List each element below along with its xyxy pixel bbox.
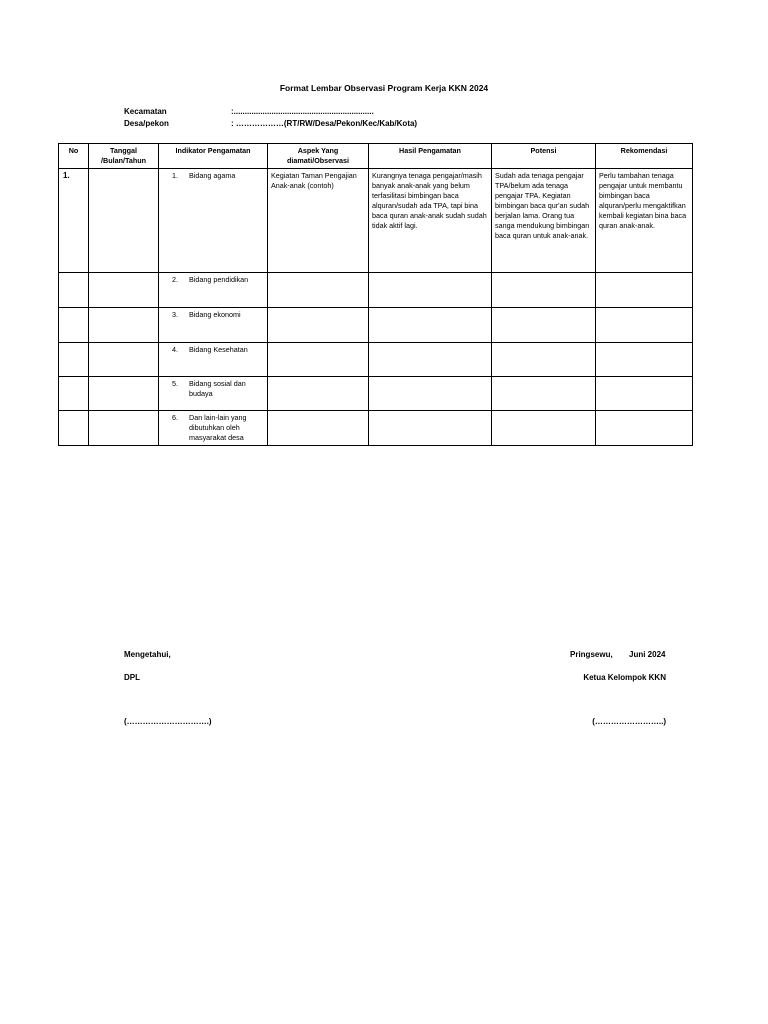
cell-hasil xyxy=(369,343,492,377)
cell-no xyxy=(59,343,89,377)
indikator-text: Bidang sosial dan budaya xyxy=(189,379,246,398)
indikator-number: 3. xyxy=(172,310,178,319)
date-label: Juni 2024 xyxy=(629,650,666,659)
indikator-number: 5. xyxy=(172,379,178,388)
indikator-text: Dan lain-lain yang dibutuhkan oleh masyarakat desa xyxy=(189,413,247,442)
cell-aspek xyxy=(268,411,369,446)
cell-no xyxy=(59,308,89,343)
kecamatan-line xyxy=(124,107,374,116)
ketua-signature-blank: (……………………..) xyxy=(592,717,666,726)
cell-no xyxy=(59,411,89,446)
cell-rekomendasi: Perlu tambahan tenaga pengajar untuk membantu bimbingan baca alquran/perlu mengaktifkan kembali kegiatan bina baca quran anak-anak. xyxy=(596,169,693,273)
cell-tanggal xyxy=(89,377,159,411)
cell-tanggal xyxy=(89,169,159,273)
dpl-signature-blank: (………………………….) xyxy=(124,717,212,726)
table-row xyxy=(59,308,693,343)
cell-aspek xyxy=(268,273,369,308)
cell-indikator xyxy=(159,169,268,273)
header-no: No xyxy=(59,144,89,169)
cell-potensi xyxy=(492,411,596,446)
desa-label: Desa/pekon xyxy=(124,119,169,128)
header-row xyxy=(59,144,693,169)
header-tanggal: Tanggal /Bulan/Tahun xyxy=(89,144,159,169)
table-row xyxy=(59,169,693,273)
cell-potensi xyxy=(492,377,596,411)
cell-aspek xyxy=(268,308,369,343)
table-row xyxy=(59,343,693,377)
header-aspek: Aspek Yang diamati/Observasi xyxy=(268,144,369,169)
header-potensi: Potensi xyxy=(492,144,596,169)
header-rekomendasi: Rekomendasi xyxy=(596,144,693,169)
cell-potensi xyxy=(492,273,596,308)
cell-hasil xyxy=(369,273,492,308)
cell-no xyxy=(59,273,89,308)
table-row xyxy=(59,273,693,308)
table-row xyxy=(59,377,693,411)
header-indikator: Indikator Pengamatan xyxy=(159,144,268,169)
cell-hasil xyxy=(369,377,492,411)
document-title: Format Lembar Observasi Program Kerja KKN 2024 xyxy=(279,83,489,93)
cell-aspek: Kegiatan Taman Pengajian Anak-anak (contoh) xyxy=(268,169,369,273)
mengetahui-label: Mengetahui, xyxy=(124,650,171,659)
indikator-text: Bidang pendidikan xyxy=(189,275,249,284)
cell-rekomendasi xyxy=(596,273,693,308)
cell-hasil xyxy=(369,308,492,343)
cell-potensi: Sudah ada tenaga pengajar TPA/belum ada tenaga pengajar TPA. Kegiatan bimbingan baca qur'an sudah berjalan lama. Orang tua sanga mendukung bimbingan baca quran untuk anak-anak. xyxy=(492,169,596,273)
indikator-text: Bidang Kesehatan xyxy=(189,345,248,354)
indikator-text: Bidang ekonomi xyxy=(189,310,241,319)
indikator-number: 6. xyxy=(172,413,178,422)
indikator-number: 2. xyxy=(172,275,178,284)
desa-line xyxy=(124,119,417,128)
observation-table xyxy=(58,143,693,446)
cell-rekomendasi xyxy=(596,411,693,446)
cell-indikator xyxy=(159,343,268,377)
cell-rekomendasi xyxy=(596,308,693,343)
cell-rekomendasi xyxy=(596,343,693,377)
cell-hasil xyxy=(369,411,492,446)
cell-potensi xyxy=(492,308,596,343)
table-row xyxy=(59,411,693,446)
dpl-label: DPL xyxy=(124,673,140,682)
indikator-text: Bidang agama xyxy=(189,171,236,180)
indikator-number: 4. xyxy=(172,345,178,354)
kecamatan-label: Kecamatan xyxy=(124,107,167,116)
cell-indikator xyxy=(159,377,268,411)
cell-indikator xyxy=(159,273,268,308)
cell-aspek xyxy=(268,343,369,377)
cell-no xyxy=(59,377,89,411)
ketua-label: Ketua Kelompok KKN xyxy=(583,673,666,682)
cell-tanggal xyxy=(89,308,159,343)
kecamatan-value: :............................................................... xyxy=(231,107,374,116)
cell-tanggal xyxy=(89,343,159,377)
cell-indikator xyxy=(159,411,268,446)
cell-potensi xyxy=(492,343,596,377)
cell-rekomendasi xyxy=(596,377,693,411)
cell-tanggal xyxy=(89,273,159,308)
desa-value: : ………………(RT/RW/Desa/Pekon/Kec/Kab/Kota) xyxy=(231,119,418,128)
cell-indikator xyxy=(159,308,268,343)
indikator-number: 1. xyxy=(172,171,178,180)
cell-aspek xyxy=(268,377,369,411)
cell-hasil: Kurangnya tenaga pengajar/masih banyak anak-anak yang belum terfasilitasi bimbingan baca alquran/sudah ada TPA, tapi bina baca quran anak-anak sudah sudah tidak aktif lagi. xyxy=(369,169,492,273)
cell-tanggal xyxy=(89,411,159,446)
header-hasil: Hasil Pengamatan xyxy=(369,144,492,169)
cell-no: 1. xyxy=(59,169,89,273)
place-label: Pringsewu, xyxy=(570,650,613,659)
